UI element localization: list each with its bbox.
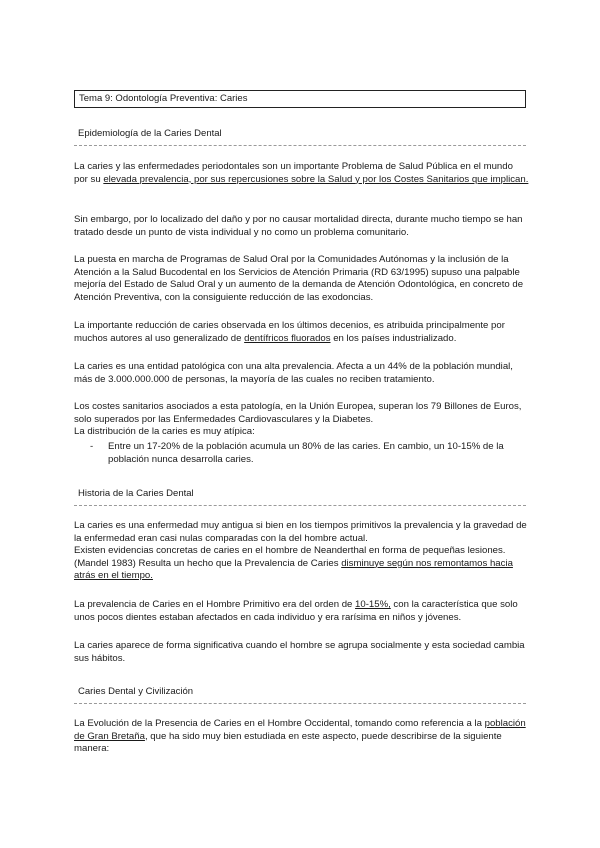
paragraph: La puesta en marcha de Programas de Salud Oral por la Comunidades Autónomas y la inclusión de la Atención a la Salud Bucodental en los Servicios de Atención Primaria (RD 63/1995) supuso una palpable mejoría del Estado de Salud Oral y un aumento de la demanda de Atención Odontológica, en concreto de Atención Preventiva, con la consiguiente reducción de las exodoncias.	[74, 254, 524, 303]
section-divider	[74, 145, 526, 146]
section-heading-historia: Historia de la Caries Dental	[78, 488, 194, 499]
paragraph: La Evolución de la Presencia de Caries en el Hombre Occidental, tomando como referencia a la población de Gran Bretaña, que ha sido muy bien estudiada en este aspecto, puede describirse de la siguiente manera:	[74, 718, 526, 755]
document-title: Tema 9: Odontología Preventiva: Caries	[74, 90, 526, 108]
underlined-text: elevada prevalencia, por sus repercusiones sobre la Salud y por los Costes Sanitarios que implican.	[103, 173, 529, 185]
underlined-text: 10-15%,	[355, 599, 391, 610]
underlined-text: disminuye según nos remontamos hacia atrás en el tiempo.	[74, 557, 513, 582]
section-divider	[74, 703, 526, 704]
section-divider	[74, 505, 526, 506]
section-heading-civilizacion: Caries Dental y Civilización	[78, 686, 194, 697]
paragraph: La caries es una enfermedad muy antigua si bien en los tiempos primitivos la prevalencia y la gravedad de la enfermedad eran casi nulas comparadas con la del hombre actual. Existen evidencias concretas de caries en el hombre de Neanderthal en forma de pequeñas lesiones. (Mandel 1983) Resulta un hecho que la Prevalencia de Caries disminuye según nos remontamos hacia atrás en el tiempo.	[74, 520, 527, 582]
list-item: - Entre un 17-20% de la población acumula un 80% de las caries. En cambio, un 10-15% de la población nunca desarrolla caries.	[90, 441, 504, 465]
bullet-dash: -	[90, 441, 94, 452]
paragraph: Sin embargo, por lo localizado del daño y por no causar mortalidad directa, durante mucho tiempo se han tratado desde un punto de vista individual y no como un problema comunitario.	[74, 214, 523, 238]
underlined-text: dentífricos fluorados	[244, 332, 331, 344]
paragraph: La importante reducción de caries observada en los últimos decenios, es atribuida principalmente por muchos autores al uso generalizado de dentífricos fluorados en los países industrializado.	[74, 320, 505, 344]
paragraph: La caries y las enfermedades periodontales son un importante Problema de Salud Pública en el mundo por su elevada prevalencia, por sus repercusiones sobre la Salud y por los Costes Sanitarios que implican.	[74, 161, 529, 185]
paragraph: La caries es una entidad patológica con una alta prevalencia. Afecta a un 44% de la población mundial, más de 3.000.000.000 de personas, la mayoría de las cuales no reciben tratamiento.	[74, 361, 513, 385]
section-heading-epidemiologia: Epidemiología de la Caries Dental	[78, 128, 222, 139]
paragraph: La caries aparece de forma significativa cuando el hombre se agrupa socialmente y esta sociedad cambia sus hábitos.	[74, 640, 525, 664]
underlined-text: población de Gran Bretaña	[74, 718, 526, 742]
paragraph: La prevalencia de Caries en el Hombre Primitivo era del orden de 10-15%, con la característica que solo unos pocos dientes estaban afectados en cada individuo y era rarísima en niños y jóvenes.	[74, 599, 518, 623]
paragraph: Los costes sanitarios asociados a esta patología, en la Unión Europea, superan los 79 Billones de Euros, solo superados por las Enfermedades Cardiovasculares y la Diabetes. La distribución de la caries es muy atípica:	[74, 401, 522, 438]
